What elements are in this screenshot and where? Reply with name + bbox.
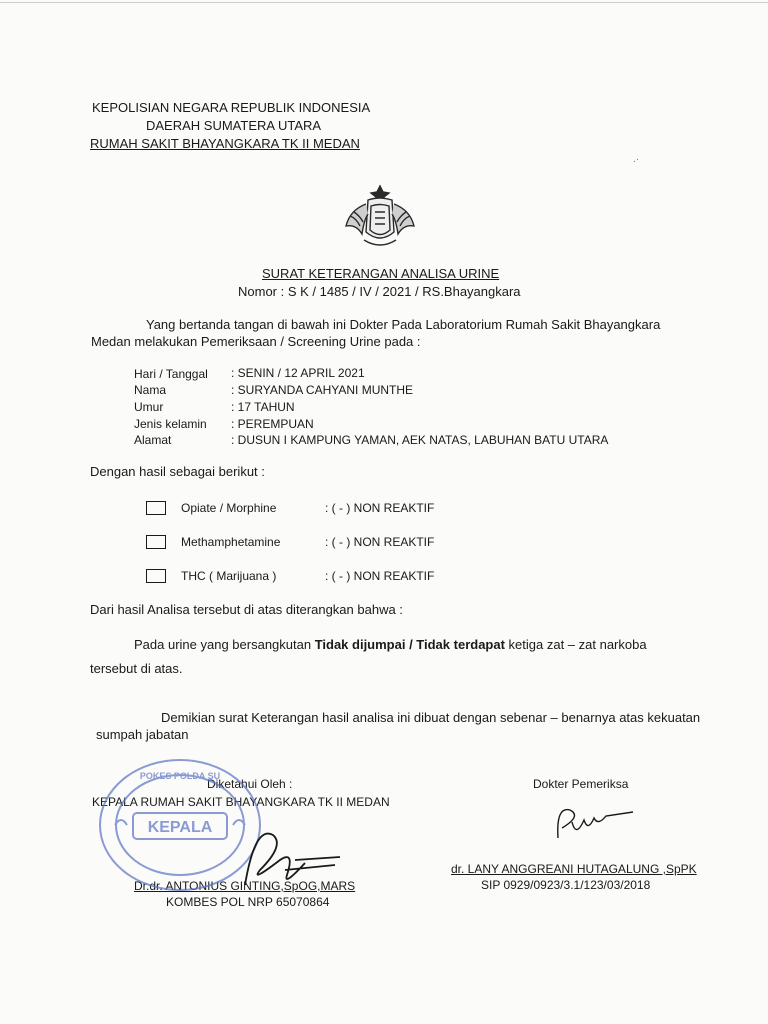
result-test-thc: THC ( Marijuana ) xyxy=(181,569,277,583)
examiner-sip: SIP 0929/0923/3.1/123/03/2018 xyxy=(481,878,651,892)
intro-line-1: Yang bertanda tangan di bawah ini Dokter Pada Laboratorium Rumah Sakit Bhayangkara xyxy=(146,317,661,332)
document-title: SURAT KETERANGAN ANALISA URINE xyxy=(262,266,500,281)
patient-label-address: Alamat xyxy=(134,433,172,447)
result-value-methamphetamine: : ( - ) NON REAKTIF xyxy=(325,535,435,549)
head-signature-icon xyxy=(225,815,345,895)
patient-label-name: Nama xyxy=(134,383,167,397)
patient-label-age: Umur xyxy=(134,400,164,414)
document-number: Nomor : S K / 1485 / IV / 2021 / RS.Bhayangkara xyxy=(238,284,521,299)
patient-value-age: : 17 TAHUN xyxy=(231,400,295,414)
scan-edge xyxy=(0,2,768,3)
patient-value-address: : DUSUN I KAMPUNG YAMAN, AEK NATAS, LABUHAN BATU UTARA xyxy=(231,433,609,447)
conclusion-text-a: Pada urine yang bersangkutan xyxy=(134,637,315,652)
examiner-name: dr. LANY ANGGREANI HUTAGALUNG ,SpPK xyxy=(451,862,697,876)
conclusion-text-bold: Tidak dijumpai / Tidak terdapat xyxy=(314,637,505,652)
conclusion-line-1 xyxy=(134,637,647,652)
results-intro: Dengan hasil sebagai berikut : xyxy=(90,464,265,479)
patient-value-date: : SENIN / 12 APRIL 2021 xyxy=(231,366,365,380)
result-test-methamphetamine: Methamphetamine xyxy=(181,535,281,549)
police-emblem-icon xyxy=(338,184,422,254)
scan-speck: .· xyxy=(633,154,640,165)
conclusion-text-b: ketiga zat – zat narkoba xyxy=(504,637,647,652)
patient-label-date: Hari / Tanggal xyxy=(134,367,208,381)
methamphetamine-checkbox xyxy=(146,535,166,549)
head-rank-nrp: KOMBES POL NRP 65070864 xyxy=(166,895,330,909)
thc-checkbox xyxy=(146,569,166,583)
examiner-title: Dokter Pemeriksa xyxy=(533,777,629,791)
result-value-thc: : ( - ) NON REAKTIF xyxy=(325,569,435,583)
patient-value-gender: : PEREMPUAN xyxy=(231,417,314,431)
closing-line-2: sumpah jabatan xyxy=(96,727,189,742)
closing-line-1: Demikian surat Keterangan hasil analisa ini dibuat dengan sebenar – benarnya atas kekuatan xyxy=(161,710,701,725)
head-name: Dr.dr. ANTONIUS GINTING,SpOG,MARS xyxy=(134,879,356,893)
header-line-2: DAERAH SUMATERA UTARA xyxy=(146,118,322,133)
header-line-1: KEPOLISIAN NEGARA REPUBLIK INDONESIA xyxy=(92,100,371,115)
result-value-opiate: : ( - ) NON REAKTIF xyxy=(325,501,435,515)
conclusion-intro: Dari hasil Analisa tersebut di atas diterangkan bahwa : xyxy=(90,602,403,617)
stamp-top-text: POKES POLDA SU xyxy=(139,771,221,781)
examiner-signature-icon xyxy=(548,798,638,848)
result-test-opiate: Opiate / Morphine xyxy=(181,501,277,515)
known-by-label: Diketahui Oleh : xyxy=(207,777,293,791)
header-line-3: RUMAH SAKIT BHAYANGKARA TK II MEDAN xyxy=(90,136,360,151)
stamp-center-text: KEPALA xyxy=(147,819,213,836)
intro-line-2: Medan melakukan Pemeriksaan / Screening Urine pada : xyxy=(91,334,421,349)
conclusion-line-2: tersebut di atas. xyxy=(90,661,183,676)
head-position: KEPALA RUMAH SAKIT BHAYANGKARA TK II MEDAN xyxy=(92,795,390,809)
opiate-checkbox xyxy=(146,501,166,515)
patient-value-name: : SURYANDA CAHYANI MUNTHE xyxy=(231,383,414,397)
patient-label-gender: Jenis kelamin xyxy=(134,417,207,431)
